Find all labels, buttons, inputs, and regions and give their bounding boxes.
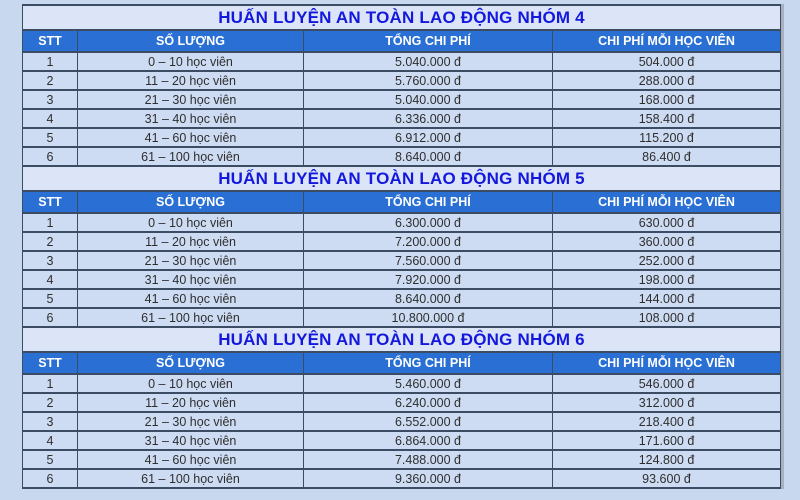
cell-stt: 3 — [23, 90, 78, 109]
cell-stt: 5 — [23, 450, 78, 469]
cell-total-cost: 8.640.000 đ — [304, 147, 553, 166]
column-header-cost-per-student: CHI PHÍ MỖI HỌC VIÊN — [553, 352, 781, 374]
cell-cost-per-student: 124.800 đ — [553, 450, 781, 469]
cell-quantity: 41 – 60 học viên — [78, 128, 304, 147]
cell-stt: 6 — [23, 147, 78, 166]
cell-total-cost: 10.800.000 đ — [304, 308, 553, 327]
cell-quantity: 11 – 20 học viên — [78, 393, 304, 412]
section-nhom-6 — [23, 327, 781, 488]
cell-total-cost: 5.460.000 đ — [304, 374, 553, 393]
cell-quantity: 61 – 100 học viên — [78, 308, 304, 327]
cell-stt: 1 — [23, 374, 78, 393]
table-row — [23, 52, 781, 71]
cell-stt: 5 — [23, 289, 78, 308]
cell-cost-per-student: 86.400 đ — [553, 147, 781, 166]
table-row — [23, 393, 781, 412]
cell-total-cost: 5.040.000 đ — [304, 52, 553, 71]
cell-quantity: 41 – 60 học viên — [78, 289, 304, 308]
cell-total-cost: 7.920.000 đ — [304, 270, 553, 289]
column-header-total-cost: TỔNG CHI PHÍ — [304, 191, 553, 213]
section-nhom-5 — [23, 166, 781, 327]
section-title-row — [23, 166, 781, 191]
cell-stt: 2 — [23, 393, 78, 412]
cell-stt: 3 — [23, 412, 78, 431]
cell-quantity: 61 – 100 học viên — [78, 469, 304, 488]
table-row — [23, 308, 781, 327]
cell-cost-per-student: 546.000 đ — [553, 374, 781, 393]
cell-total-cost: 6.240.000 đ — [304, 393, 553, 412]
cell-stt: 4 — [23, 431, 78, 450]
column-header-total-cost: TỔNG CHI PHÍ — [304, 352, 553, 374]
cell-total-cost: 7.560.000 đ — [304, 251, 553, 270]
cell-quantity: 11 – 20 học viên — [78, 71, 304, 90]
cell-cost-per-student: 218.400 đ — [553, 412, 781, 431]
cell-stt: 5 — [23, 128, 78, 147]
cell-cost-per-student: 312.000 đ — [553, 393, 781, 412]
table-row — [23, 128, 781, 147]
table-row — [23, 431, 781, 450]
table-row — [23, 232, 781, 251]
column-header-quantity: SỐ LƯỢNG — [78, 352, 304, 374]
section-title: HUẤN LUYỆN AN TOÀN LAO ĐỘNG NHÓM 6 — [23, 327, 781, 352]
cell-quantity: 21 – 30 học viên — [78, 90, 304, 109]
cell-quantity: 21 – 30 học viên — [78, 251, 304, 270]
safety-training-pricing-table — [22, 4, 781, 489]
cell-cost-per-student: 108.000 đ — [553, 308, 781, 327]
table-row — [23, 109, 781, 128]
cell-total-cost: 6.552.000 đ — [304, 412, 553, 431]
cell-cost-per-student: 144.000 đ — [553, 289, 781, 308]
section-title: HUẤN LUYỆN AN TOÀN LAO ĐỘNG NHÓM 4 — [23, 5, 781, 30]
cell-cost-per-student: 168.000 đ — [553, 90, 781, 109]
cell-cost-per-student: 115.200 đ — [553, 128, 781, 147]
table-row — [23, 147, 781, 166]
cell-total-cost: 6.300.000 đ — [304, 213, 553, 232]
cell-quantity: 31 – 40 học viên — [78, 270, 304, 289]
cell-cost-per-student: 158.400 đ — [553, 109, 781, 128]
section-title: HUẤN LUYỆN AN TOÀN LAO ĐỘNG NHÓM 5 — [23, 166, 781, 191]
cell-stt: 1 — [23, 213, 78, 232]
table-row — [23, 412, 781, 431]
cell-stt: 2 — [23, 71, 78, 90]
table-row — [23, 374, 781, 393]
column-header-row — [23, 191, 781, 213]
cell-quantity: 0 – 10 học viên — [78, 374, 304, 393]
cell-total-cost: 6.336.000 đ — [304, 109, 553, 128]
cell-quantity: 31 – 40 học viên — [78, 109, 304, 128]
column-header-quantity: SỐ LƯỢNG — [78, 30, 304, 52]
cell-stt: 4 — [23, 109, 78, 128]
column-header-row — [23, 352, 781, 374]
column-header-cost-per-student: CHI PHÍ MỖI HỌC VIÊN — [553, 191, 781, 213]
cell-stt: 6 — [23, 308, 78, 327]
column-header-stt: STT — [23, 30, 78, 52]
section-title-row — [23, 5, 781, 30]
cell-stt: 3 — [23, 251, 78, 270]
column-header-row — [23, 30, 781, 52]
cell-cost-per-student: 630.000 đ — [553, 213, 781, 232]
cell-quantity: 0 – 10 học viên — [78, 52, 304, 71]
cell-total-cost: 7.200.000 đ — [304, 232, 553, 251]
cell-quantity: 21 – 30 học viên — [78, 412, 304, 431]
section-nhom-4 — [23, 5, 781, 166]
cell-cost-per-student: 504.000 đ — [553, 52, 781, 71]
table-row — [23, 289, 781, 308]
cell-total-cost: 5.760.000 đ — [304, 71, 553, 90]
table-row — [23, 251, 781, 270]
cell-total-cost: 9.360.000 đ — [304, 469, 553, 488]
cell-quantity: 61 – 100 học viên — [78, 147, 304, 166]
cell-quantity: 0 – 10 học viên — [78, 213, 304, 232]
cell-quantity: 41 – 60 học viên — [78, 450, 304, 469]
cell-stt: 6 — [23, 469, 78, 488]
cell-quantity: 31 – 40 học viên — [78, 431, 304, 450]
cell-cost-per-student: 171.600 đ — [553, 431, 781, 450]
column-header-total-cost: TỔNG CHI PHÍ — [304, 30, 553, 52]
table-row — [23, 71, 781, 90]
cell-total-cost: 5.040.000 đ — [304, 90, 553, 109]
table-row — [23, 213, 781, 232]
cell-quantity: 11 – 20 học viên — [78, 232, 304, 251]
column-header-quantity: SỐ LƯỢNG — [78, 191, 304, 213]
table-row — [23, 450, 781, 469]
cell-stt: 1 — [23, 52, 78, 71]
table-row — [23, 270, 781, 289]
cell-total-cost: 7.488.000 đ — [304, 450, 553, 469]
cell-total-cost: 8.640.000 đ — [304, 289, 553, 308]
table-row — [23, 90, 781, 109]
cell-cost-per-student: 288.000 đ — [553, 71, 781, 90]
cell-stt: 2 — [23, 232, 78, 251]
cell-total-cost: 6.864.000 đ — [304, 431, 553, 450]
table-row — [23, 469, 781, 488]
section-title-row — [23, 327, 781, 352]
cell-cost-per-student: 198.000 đ — [553, 270, 781, 289]
cell-cost-per-student: 252.000 đ — [553, 251, 781, 270]
cell-stt: 4 — [23, 270, 78, 289]
cell-total-cost: 6.912.000 đ — [304, 128, 553, 147]
column-header-stt: STT — [23, 352, 78, 374]
cell-cost-per-student: 360.000 đ — [553, 232, 781, 251]
column-header-stt: STT — [23, 191, 78, 213]
column-header-cost-per-student: CHI PHÍ MỖI HỌC VIÊN — [553, 30, 781, 52]
cell-cost-per-student: 93.600 đ — [553, 469, 781, 488]
